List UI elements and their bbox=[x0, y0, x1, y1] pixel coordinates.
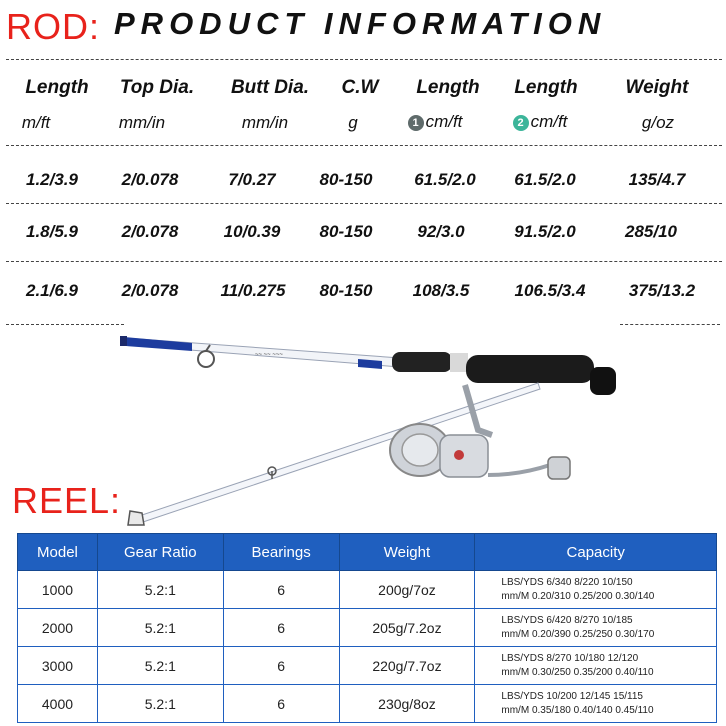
divider bbox=[6, 203, 722, 204]
rod-cell: 135/4.7 bbox=[628, 170, 686, 189]
rod-header-top-dia: Top Dia. bbox=[119, 77, 195, 98]
rod-unit-length-1-text: cm/ft bbox=[425, 112, 463, 131]
capacity-lbs: LBS/YDS 8/270 10/180 12/120 bbox=[501, 652, 639, 664]
rod-cell: 2/0.078 bbox=[121, 170, 179, 189]
rod-header-cw: C.W bbox=[341, 77, 379, 98]
weight-cell: 200g/7oz bbox=[339, 571, 475, 609]
section-1-badge-icon: 1 bbox=[408, 115, 424, 131]
rod-header-weight: Weight bbox=[625, 77, 689, 98]
divider bbox=[6, 59, 722, 60]
model-cell: 1000 bbox=[18, 571, 98, 609]
rod-cell: 2/0.078 bbox=[121, 281, 179, 300]
rod-section-label: ROD: bbox=[6, 6, 100, 47]
rod-cell: 106.5/3.4 bbox=[514, 281, 586, 300]
rod-cell: 80-150 bbox=[319, 281, 373, 300]
divider bbox=[6, 145, 722, 146]
gear-ratio-cell: 5.2:1 bbox=[97, 647, 223, 685]
rod-header-length-2: Length bbox=[514, 77, 578, 98]
rod-cell: 2/0.078 bbox=[121, 222, 179, 241]
rod-cell: 92/3.0 bbox=[417, 222, 465, 241]
rod-unit-length-2 bbox=[500, 112, 580, 132]
bearings-cell: 6 bbox=[223, 609, 339, 647]
gear-ratio-cell: 5.2:1 bbox=[97, 685, 223, 723]
rod-header-length: Length bbox=[25, 77, 89, 98]
bearings-cell: 6 bbox=[223, 685, 339, 723]
capacity-cell bbox=[475, 685, 717, 723]
reel-section-label: REEL: bbox=[12, 480, 122, 521]
col-header-bearings: Bearings bbox=[223, 534, 339, 571]
capacity-cell bbox=[475, 609, 717, 647]
rod-header-length-1: Length bbox=[416, 77, 480, 98]
weight-cell: 220g/7.7oz bbox=[339, 647, 475, 685]
table-row bbox=[18, 571, 717, 609]
rod-unit-length-1 bbox=[395, 112, 475, 132]
rod-unit-length: m/ft bbox=[21, 113, 51, 132]
rod-unit-cw: g bbox=[348, 113, 358, 132]
col-header-weight: Weight bbox=[339, 534, 475, 571]
page-title: PRODUCT INFORMATION bbox=[114, 6, 607, 41]
rod-cell: 80-150 bbox=[319, 170, 373, 189]
rod-cell: 1.2/3.9 bbox=[26, 170, 78, 189]
rod-unit-butt-dia: mm/in bbox=[241, 113, 289, 132]
col-header-gear-ratio: Gear Ratio bbox=[97, 534, 223, 571]
capacity-mm: mm/M 0.20/390 0.25/250 0.30/170 bbox=[501, 628, 655, 640]
weight-cell: 230g/8oz bbox=[339, 685, 475, 723]
table-row bbox=[18, 609, 717, 647]
rod-cell: 91.5/2.0 bbox=[514, 222, 576, 241]
capacity-cell bbox=[475, 647, 717, 685]
section-2-badge-icon: 2 bbox=[513, 115, 529, 131]
capacity-lbs: LBS/YDS 6/420 8/270 10/185 bbox=[501, 614, 633, 626]
col-header-model: Model bbox=[18, 534, 98, 571]
table-row bbox=[18, 685, 717, 723]
capacity-lbs: LBS/YDS 6/340 8/220 10/150 bbox=[501, 576, 633, 588]
capacity-cell bbox=[475, 571, 717, 609]
divider bbox=[620, 324, 720, 325]
divider bbox=[6, 324, 124, 325]
rod-cell: 80-150 bbox=[319, 222, 373, 241]
rod-cell: 108/3.5 bbox=[412, 281, 470, 300]
rod-unit-length-2-text: cm/ft bbox=[530, 112, 568, 131]
bearings-cell: 6 bbox=[223, 571, 339, 609]
rod-cell: 1.8/5.9 bbox=[26, 222, 78, 241]
rod-reel-product-image bbox=[120, 325, 630, 530]
divider bbox=[6, 261, 722, 262]
table-header-row bbox=[18, 534, 717, 571]
rod-cell: 375/13.2 bbox=[628, 281, 696, 300]
col-header-capacity: Capacity bbox=[475, 534, 717, 571]
rod-unit-weight: g/oz bbox=[641, 113, 675, 132]
model-cell: 4000 bbox=[18, 685, 98, 723]
capacity-mm: mm/M 0.35/180 0.40/140 0.45/110 bbox=[501, 704, 654, 716]
capacity-mm: mm/M 0.30/250 0.35/200 0.40/110 bbox=[501, 666, 654, 678]
capacity-mm: mm/M 0.20/310 0.25/200 0.30/140 bbox=[501, 590, 655, 602]
rod-cell: 2.1/6.9 bbox=[26, 281, 78, 300]
model-cell: 2000 bbox=[18, 609, 98, 647]
rod-header-butt-dia: Butt Dia. bbox=[230, 77, 310, 98]
table-row bbox=[18, 647, 717, 685]
reel-spec-table bbox=[17, 533, 717, 723]
rod-cell: 11/0.275 bbox=[220, 281, 286, 300]
svg-text:~~ ~~ ~~~: ~~ ~~ ~~~ bbox=[255, 352, 283, 358]
rod-cell: 285/10 bbox=[625, 222, 677, 241]
gear-ratio-cell: 5.2:1 bbox=[97, 571, 223, 609]
rod-unit-top-dia: mm/in bbox=[118, 113, 166, 132]
rod-cell: 61.5/2.0 bbox=[414, 170, 476, 189]
rod-cell: 7/0.27 bbox=[228, 170, 276, 189]
weight-cell: 205g/7.2oz bbox=[339, 609, 475, 647]
capacity-lbs: LBS/YDS 10/200 12/145 15/115 bbox=[501, 690, 643, 702]
gear-ratio-cell: 5.2:1 bbox=[97, 609, 223, 647]
model-cell: 3000 bbox=[18, 647, 98, 685]
rod-cell: 10/0.39 bbox=[223, 222, 281, 241]
rod-cell: 61.5/2.0 bbox=[514, 170, 576, 189]
bearings-cell: 6 bbox=[223, 647, 339, 685]
